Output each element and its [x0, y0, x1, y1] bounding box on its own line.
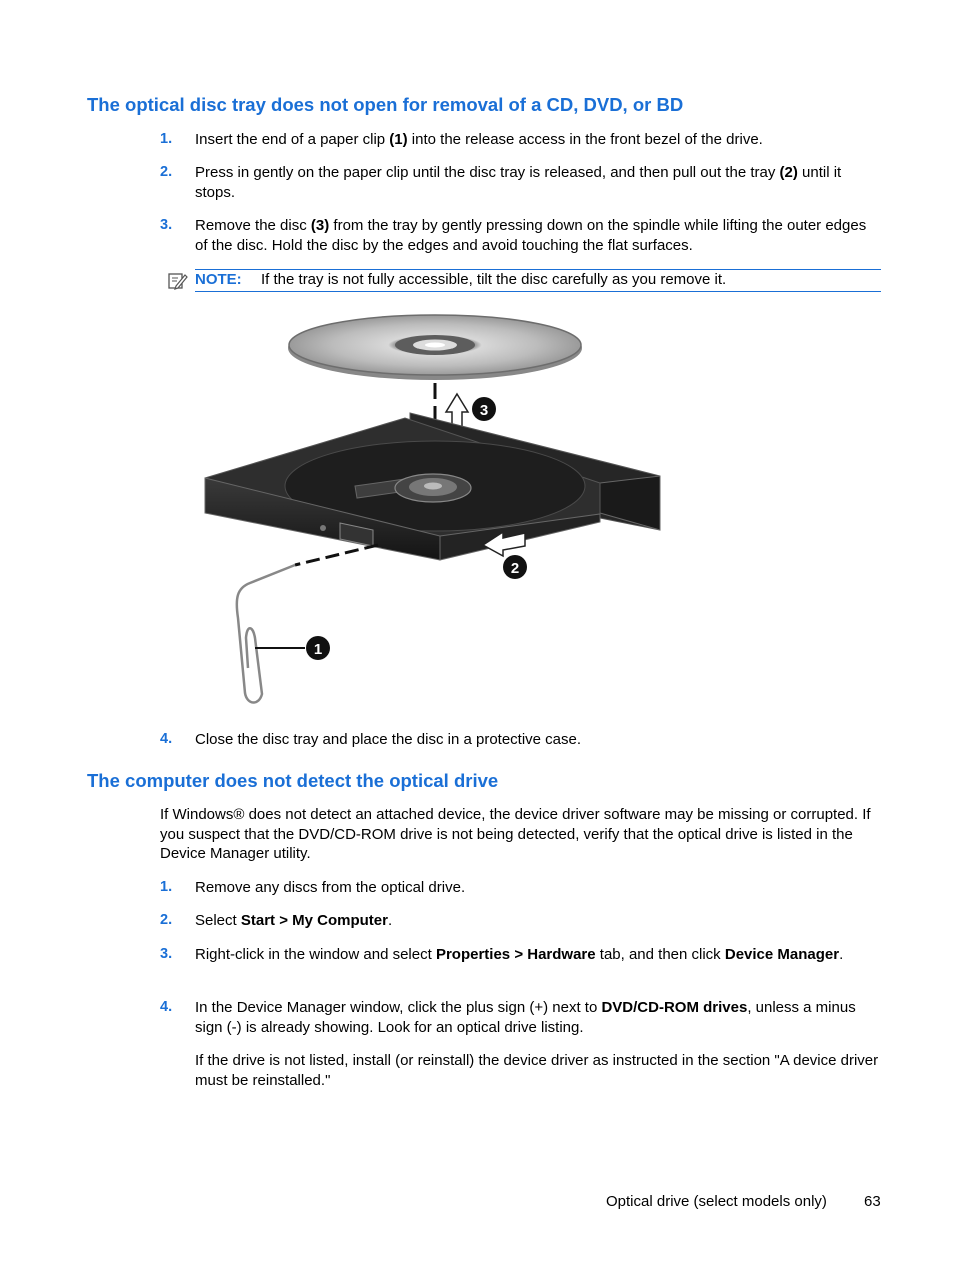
step-number: 1. [160, 879, 173, 895]
footer-section-title: Optical drive (select models only) [606, 1193, 827, 1210]
note-icon [168, 272, 188, 290]
callout-3 [472, 397, 496, 421]
callout-label-2: 2 [510, 560, 520, 577]
step-number: 3. [160, 217, 173, 233]
step-text: Select Start > My Computer. [195, 912, 393, 929]
callout-2 [503, 555, 527, 579]
step-number: 2. [160, 912, 173, 928]
followup-paragraph: If the drive is not listed, install (or reinstall) the device driver as instructed in the section "A device driver must be reinstalled." [195, 1052, 879, 1089]
step-number: 4. [160, 999, 173, 1015]
step-text: Insert the end of a paper clip (1) into the release access in the front bezel of the drive. [195, 131, 763, 148]
callout-label-3: 3 [479, 402, 489, 419]
callout-label-1: 1 [313, 641, 323, 658]
section-heading-detect-drive: The computer does not detect the optical drive [87, 770, 499, 791]
step-number: 4. [160, 731, 173, 747]
step-number: 3. [160, 946, 173, 962]
callout-1 [306, 636, 330, 660]
disc [288, 315, 582, 380]
step-text: Remove any discs from the optical drive. [195, 879, 466, 896]
step-text: Press in gently on the paper clip until the disc tray is released, and then pull out the tray (2) until it stops. [195, 164, 842, 201]
step-number: 1. [160, 131, 173, 147]
optical-drive-illustration [195, 308, 665, 713]
step-text: Remove the disc (3) from the tray by gently pressing down on the spindle while lifting the outer edges of the disc. Hold the disc by the edges and avoid touching the flat surfaces. [195, 217, 867, 254]
step-text: Close the disc tray and place the disc in a protective case. [195, 731, 582, 748]
step-number: 2. [160, 164, 173, 180]
step-text: In the Device Manager window, click the plus sign (+) next to DVD/CD-ROM drives, unless a minus sign (-) is already showing. Look for an optical drive listing. [195, 999, 856, 1036]
section-heading-disc-tray: The optical disc tray does not open for removal of a CD, DVD, or BD [87, 94, 684, 115]
paper-clip [237, 545, 378, 703]
drive-body [205, 413, 660, 560]
intro-paragraph: If Windows® does not detect an attached device, the device driver software may be missing or corrupted. If you suspect that the DVD/CD-ROM drive is not being detected, verify that the optical drive is listed in the Device Manager utility. [160, 806, 871, 862]
page-number: 63 [864, 1193, 881, 1210]
note-label: NOTE: [195, 271, 242, 288]
note-text: If the tray is not fully accessible, tilt the disc carefully as you remove it. [261, 271, 727, 288]
step-text: Right-click in the window and select Properties > Hardware tab, and then click Device Manager. [195, 946, 844, 963]
note-box [195, 269, 881, 292]
